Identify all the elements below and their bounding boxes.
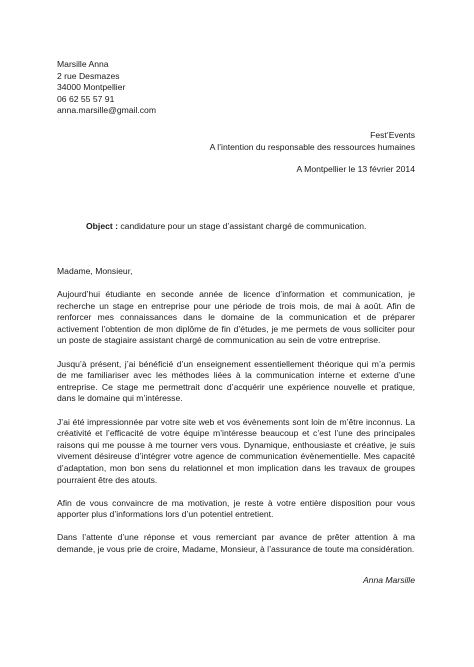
sender-email: anna.marsille@gmail.com bbox=[57, 105, 156, 116]
paragraph-4: Afin de vous convaincre de ma motivation, je reste à votre entière disposition pour vous apporter plus d’informations lors d’un potentiel entretient. bbox=[57, 497, 415, 520]
signature: Anna Marsille bbox=[362, 575, 415, 585]
letter-object bbox=[86, 221, 366, 233]
letter-date: A Montpellier le 13 février 2014 bbox=[296, 164, 415, 174]
recipient-company: Fest’Events bbox=[370, 130, 415, 140]
sender-block bbox=[57, 59, 156, 117]
paragraph-3: J’ai été impressionnée par votre site web et vos évènements sont loin de m’être inconnus. La créativité et l’efficacité de votre équipe m’intéresse beaucoup et c’est l’une des principales raisons qui me pousse à me tourner vers vous. Dynamique, enthousiaste et créative, je suis vivement désireuse d’intégrer votre agence de communication évènementielle. Mes capacité d’adaptation, mon bon sens du relationnel et mon implication dans les travaux de groupes pourraient être des atouts. bbox=[57, 416, 415, 485]
sender-street: 2 rue Desmazes bbox=[57, 70, 120, 81]
sender-phone: 06 62 55 57 91 bbox=[57, 93, 115, 104]
sender-city: 34000 Montpellier bbox=[57, 82, 126, 93]
paragraph-2: Jusqu’à présent, j’ai bénéficié d’un enseignement essentiellement théorique qui m’a permis de me familiariser avec les méthodes liées à la communication interne et externe d’une entreprise. Ce stage me permettrait donc d’acquérir une expérience nouvelle et pratique, dans le domaine qui m’intéresse. bbox=[57, 358, 415, 404]
recipient-attention: A l’intention du responsable des ressources humaines bbox=[209, 141, 415, 152]
paragraph-1: Aujourd’hui étudiante en seconde année de licence d’information et communication, je recherche un stage en entreprise pour une période de trois mois, de mai à août. Afin de renforcer mes connaissances dans le domaine de la communication et de préparer activement l’obtention de mon diplôme de fin d’études, je me permets de vous solliciter pour un poste de stagiaire assistant chargé de communication au sein de votre entreprise. bbox=[57, 289, 415, 346]
sender-name: Marsille Anna bbox=[57, 59, 109, 69]
object-label: Object : bbox=[86, 221, 118, 231]
letter-body bbox=[57, 289, 415, 567]
salutation: Madame, Monsieur, bbox=[57, 266, 133, 276]
object-text: candidature pour un stage d’assistant chargé de communication. bbox=[118, 221, 367, 231]
recipient-block bbox=[210, 130, 415, 153]
paragraph-5: Dans l’attente d’une réponse et vous remerciant par avance de prêter attention à ma demande, je vous prie de croire, Madame, Monsieur, à l’assurance de toute ma considération. bbox=[57, 532, 415, 555]
